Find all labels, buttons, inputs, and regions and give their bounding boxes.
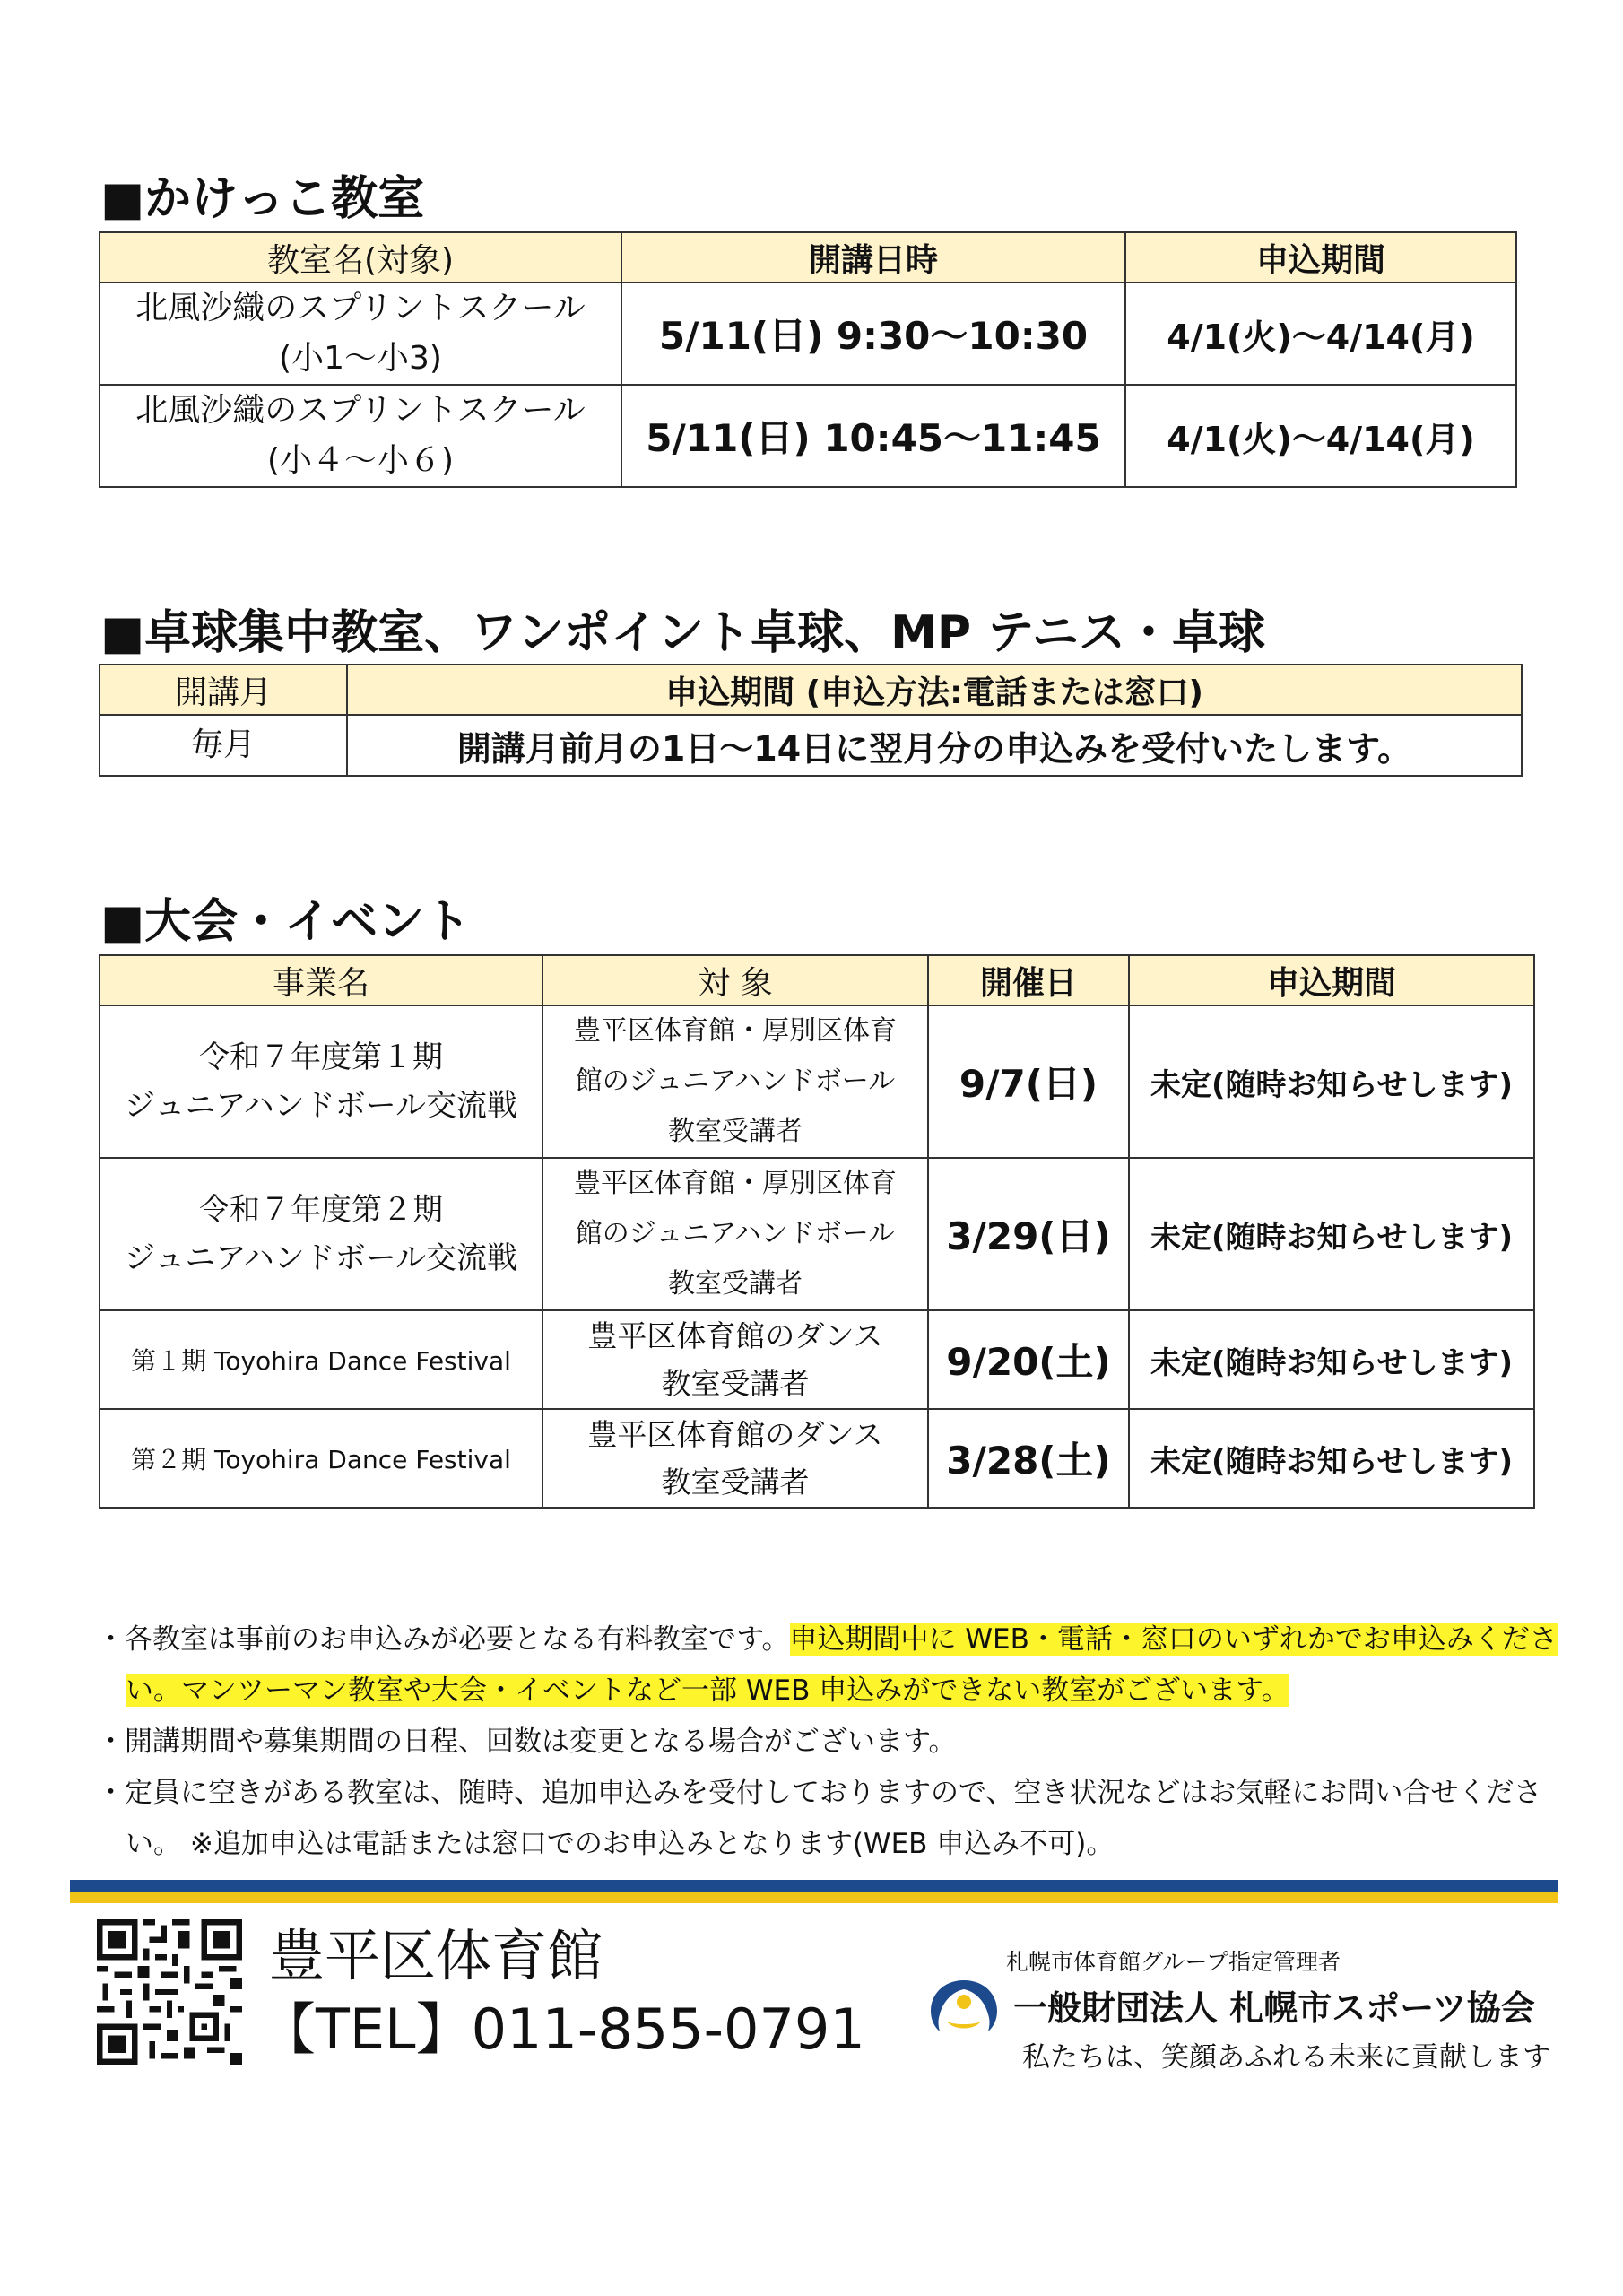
event-date: 3/28(土) (928, 1409, 1129, 1508)
sports-association-logo-icon (924, 1975, 1004, 2038)
event-date: 3/29(日) (928, 1158, 1129, 1310)
event-target-line: 豊平区体育館のダンス (587, 1318, 883, 1353)
event-target-line: 教室受講者 (668, 1116, 803, 1147)
note-item: ・開講期間や募集期間の日程、回数は変更となる場合がございます。 (97, 1726, 957, 1758)
event-name-cell (100, 1158, 542, 1310)
col-header-target: 対 象 (542, 955, 928, 1005)
table-row (100, 1409, 1534, 1508)
table-tennis-table (99, 664, 1523, 777)
note-item (97, 1614, 1567, 1717)
note-highlight: 申込期間中に WEB・電話・窓口のいずれかでお申込みください。マンツーマン教室や大会・イベントなど一部 WEB 申込みができない教室がございます。 (126, 1623, 1558, 1707)
section-title-kakekko: ■かけっこ教室 (100, 172, 425, 226)
slogan: 私たちは、笑顔あふれる未来に貢献します (1022, 2041, 1550, 2074)
col-header-apply-period: 申込期間 (申込方法:電話または窓口) (347, 665, 1522, 715)
note-text: ・各教室は事前のお申込みが必要となる有料教室です。 (97, 1623, 790, 1656)
col-header-period: 申込期間 (1125, 232, 1516, 283)
event-name: 第１期 Toyohira Dance Festival (100, 1310, 542, 1409)
event-date: 9/20(土) (928, 1310, 1129, 1409)
event-period: 未定(随時お知らせします) (1129, 1310, 1534, 1409)
event-target-line: 教室受講者 (668, 1268, 803, 1300)
footer-rule-yellow (70, 1892, 1558, 1903)
event-target-line: 教室受講者 (661, 1366, 810, 1401)
event-name-line: 令和７年度第１期 (199, 1039, 443, 1075)
qr-code-icon (97, 1919, 242, 2065)
month-cell: 毎月 (100, 715, 347, 776)
event-name-line: 令和７年度第２期 (199, 1192, 443, 1228)
venue-tel: 【TEL】011-855-0791 (260, 1996, 865, 2062)
class-target: (小1～小3) (279, 340, 442, 377)
col-header-datetime: 開講日時 (621, 232, 1125, 283)
event-target-line: 豊平区体育館のダンス (587, 1417, 883, 1452)
class-period: 4/1(火)～4/14(月) (1125, 385, 1516, 487)
event-target-line: 豊平区体育館・厚別区体育 (574, 1015, 897, 1047)
event-target-cell (542, 1409, 928, 1508)
notes (97, 1614, 1567, 1870)
event-period: 未定(随時お知らせします) (1129, 1158, 1534, 1310)
note-item: ・定員に空きがある教室は、随時、追加申込みを受付しておりますので、空き状況などはお気軽にお問い合せください。 ※追加申込は電話または窓口でのお申込みとなります(WEB 申込み不可)。 (97, 1777, 1542, 1860)
event-name: 第２期 Toyohira Dance Festival (100, 1409, 542, 1508)
event-target-line: 館のジュニアハンドボール (575, 1065, 896, 1097)
class-target: (小４～小６) (266, 442, 455, 479)
class-name: 北風沙織のスプリントスクール (135, 392, 586, 429)
event-target-cell (542, 1158, 928, 1310)
class-datetime: 5/11(日) 9:30～10:30 (621, 283, 1125, 385)
event-name-line: ジュニアハンドボール交流戦 (125, 1088, 517, 1124)
col-header-date: 開催日 (928, 955, 1129, 1005)
event-name-line: ジュニアハンドボール交流戦 (125, 1240, 517, 1276)
event-target-line: 教室受講者 (661, 1465, 810, 1500)
event-name-cell (100, 1005, 542, 1158)
col-header-class: 教室名(対象) (100, 232, 621, 283)
event-period: 未定(随時お知らせします) (1129, 1409, 1534, 1508)
class-name-cell (100, 283, 621, 385)
col-header-event: 事業名 (100, 955, 542, 1005)
class-name-cell (100, 385, 621, 487)
section-title-events: ■大会・イベント (100, 895, 472, 949)
section-title-table-tennis: ■卓球集中教室、ワンポイント卓球、MP テニス・卓球 (100, 606, 1266, 660)
col-header-month: 開講月 (100, 665, 347, 715)
event-target-cell (542, 1005, 928, 1158)
table-row (100, 283, 1516, 385)
event-date: 9/7(日) (928, 1005, 1129, 1158)
class-datetime: 5/11(日) 10:45～11:45 (621, 385, 1125, 487)
table-row (100, 1310, 1534, 1409)
kakekko-table (99, 231, 1517, 488)
event-target-cell (542, 1310, 928, 1409)
event-target-line: 豊平区体育館・厚別区体育 (574, 1168, 897, 1199)
events-table (99, 954, 1535, 1509)
table-row (100, 1158, 1534, 1310)
class-name: 北風沙織のスプリントスクール (135, 290, 586, 326)
class-period: 4/1(火)～4/14(月) (1125, 283, 1516, 385)
venue-name: 豊平区体育館 (269, 1923, 603, 1988)
footer-rule-blue (70, 1880, 1558, 1892)
event-period: 未定(随時お知らせします) (1129, 1005, 1534, 1158)
organization-name: 一般財団法人 札幌市スポーツ協会 (1013, 1988, 1535, 2028)
manager-note: 札幌市体育館グループ指定管理者 (1006, 1949, 1341, 1975)
table-row (100, 715, 1522, 776)
table-row (100, 385, 1516, 487)
table-row (100, 1005, 1534, 1158)
col-header-period: 申込期間 (1129, 955, 1534, 1005)
event-target-line: 館のジュニアハンドボール (575, 1218, 896, 1249)
apply-period-cell: 開講月前月の1日～14日に翌月分の申込みを受付いたします。 (347, 715, 1522, 776)
